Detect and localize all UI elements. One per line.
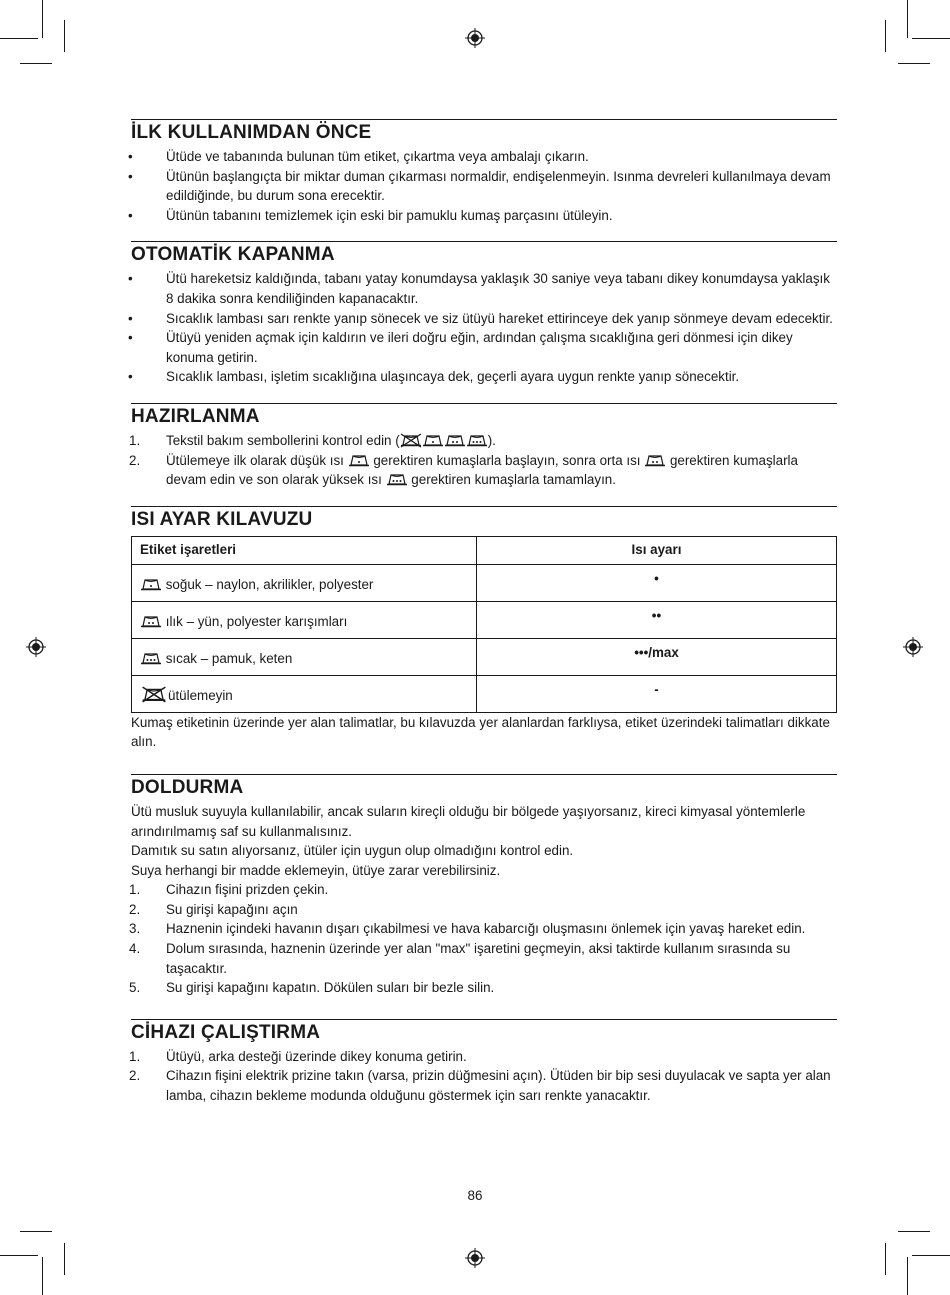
setting-cell: •• [477,601,837,638]
item-text: Tekstil bakım sembollerini kontrol edin ( [166,432,400,448]
item-number: 1. [129,882,141,898]
item-text: gerektiren kumaşlarla başlayın, sonra orta ısı [369,452,645,468]
item-text: gerektiren kumaşlarla devam edin ve son olarak yüksek ısı [166,452,798,488]
fabric-label: ütülemeyin [168,687,233,703]
section-title: CİHAZI ÇALIŞTIRMA [131,1021,321,1043]
setting-cell: •••/max [477,638,837,675]
item-number: 2. [129,1068,141,1084]
fabric-label: sıcak – pamuk, keten [165,650,293,666]
column-header: Isı ayarı [477,536,837,564]
section-auto-off [131,241,837,387]
numbered-list [131,1047,837,1106]
list-item [131,978,837,998]
list-item [131,431,837,451]
list-item [131,900,837,920]
column-header: Etiket işaretleri [132,536,477,564]
table-row [132,675,837,712]
iron-low-icon [348,453,370,468]
iron-medium-icon [140,614,162,629]
paragraph: Ütü musluk suyuyla kullanılabilir, ancak suların kireçli olduğu bir bölgede yaşıyorsanız, kireci kimyasal yöntemlerle arındırılmamış saf su kullanmalısınız. [131,803,806,839]
table-cell [132,601,477,638]
item-number: 1. [129,432,141,448]
list-item [131,1066,837,1105]
item-number: 1. [129,1048,141,1064]
list-item [131,1047,837,1067]
item-text: Cihazın fişini elektrik prizine takın (varsa, prizin düğmesini açın). Ütüden bir bip sesi duyulacak ve sapta yer alan lamba, cihazın bekleme modunda olduğunu göstermek için sarı renkte yanacaktır. [166,1068,831,1104]
table-header-row [132,536,837,564]
fabric-label: soğuk – naylon, akrilikler, polyester [165,576,374,592]
section-first-use [131,119,837,225]
table-row [132,638,837,675]
page-number: 86 [467,1188,483,1203]
item-number: 2. [129,901,141,917]
item-number: 3. [129,921,141,937]
list-item [131,880,837,900]
table-cell [132,638,477,675]
fabric-label: ılık – yün, polyester karışımları [165,613,348,629]
item-text: Dolum sırasında, haznenin üzerinde yer alan "max" işaretini geçmeyin, aksi taktirde kullanım sırasında su taşacaktır. [166,941,791,976]
iron-low-icon [140,577,162,592]
item-text: Su girişi kapağını kapatın. Dökülen suları bir bezle silin. [166,980,495,996]
iron-high-icon [466,433,488,448]
list-item: • Ütü hareketsiz kaldığında, tabanı yatay konumdaysa yaklaşık 30 saniye veya tabanı dikey konumdaysa yaklaşık 8 dakika sonra kendiliğinden kapanacaktır. [131,269,837,308]
section-filling [131,774,837,998]
iron-medium-icon [444,433,466,448]
section-title: İLK KULLANIMDAN ÖNCE [131,122,372,143]
item-text: Ütüyü, arka desteği üzerinde dikey konuma getirin. [166,1048,467,1064]
numbered-list [131,431,837,490]
setting-cell: • [477,564,837,601]
iron-low-icon [422,433,444,448]
table-note: Kumaş etiketinin üzerinde yer alan talimatlar, bu kılavuzda yer alanlardan farklıysa, etiket üzerindeki talimatları dikkate alın. [131,714,830,750]
list-item: • Ütüde ve tabanında bulunan tüm etiket, çıkartma veya ambalajı çıkarın. [131,147,837,167]
list-item: • Ütünün tabanını temizlemek için eski bir pamuklu kumaş parçasını ütüleyin. [131,206,837,226]
paragraph: Suya herhangi bir madde eklemeyin, ütüye zarar verebilirsiniz. [131,862,501,878]
paragraph: Damıtık su satın alıyorsanız, ütüler için uygun olup olmadığını kontrol edin. [131,843,574,859]
item-text: Su girişi kapağını açın [166,901,298,917]
page-content [131,119,837,1106]
section-temperature-guide [131,506,837,752]
section-operation [131,1019,837,1106]
list-item [131,451,837,490]
list-item [131,939,837,978]
section-preparation [131,403,837,490]
registration-mark-icon [465,1248,485,1268]
section-title: DOLDURMA [131,776,244,798]
list-item: • Ütünün başlangıçta bir miktar duman çıkarması normaldir, endişelenmeyin. Isınma devreleri kullanılmaya devam edildiğinde, bu durum sona erecektir. [131,167,837,206]
bullet-list [131,269,837,387]
list-item: • Sıcaklık lambası, işletim sıcaklığına ulaşıncaya dek, geçerli ayara uygun renkte yanıp sönecektir. [131,367,837,387]
item-number: 2. [129,452,141,468]
iron-high-icon [386,472,408,487]
bullet-list [131,147,837,225]
item-text: Haznenin içindeki havanın dışarı çıkabilmesi ve hava kabarcığı oluşmasını önlemek için yavaş hareket edin. [166,921,806,937]
registration-mark-icon [26,637,46,657]
section-title: ISI AYAR KILAVUZU [131,508,313,530]
no-iron-icon [400,433,422,448]
registration-mark-icon [465,28,485,48]
table-row [132,564,837,601]
setting-cell: - [477,675,837,712]
table-row [132,601,837,638]
iron-medium-icon [644,453,666,468]
section-title: HAZIRLANMA [131,405,260,427]
list-item [131,919,837,939]
item-text: gerektiren kumaşlarla tamamlayın. [407,472,616,488]
item-text: Ütülemeye ilk olarak düşük ısı [166,452,348,468]
item-text: Cihazın fişini prizden çekin. [166,882,329,898]
item-number: 4. [129,941,141,957]
list-item: • Ütüyü yeniden açmak için kaldırın ve ileri doğru eğin, ardından çalışma sıcaklığına geri dönmesi için dikey konuma getirin. [131,328,837,367]
iron-high-icon [140,651,162,666]
item-number: 5. [129,980,141,996]
table-cell [132,564,477,601]
list-item: • Sıcaklık lambası sarı renkte yanıp sönecek ve siz ütüyü hareket ettirinceye dek yanıp sönmeye devam edecektir. [131,309,837,329]
no-iron-icon [140,686,168,703]
numbered-list [131,880,837,998]
registration-mark-icon [903,637,923,657]
section-title: OTOMATİK KAPANMA [131,244,335,266]
temperature-table [131,536,837,713]
item-text: ). [487,432,496,448]
table-cell [132,675,477,712]
